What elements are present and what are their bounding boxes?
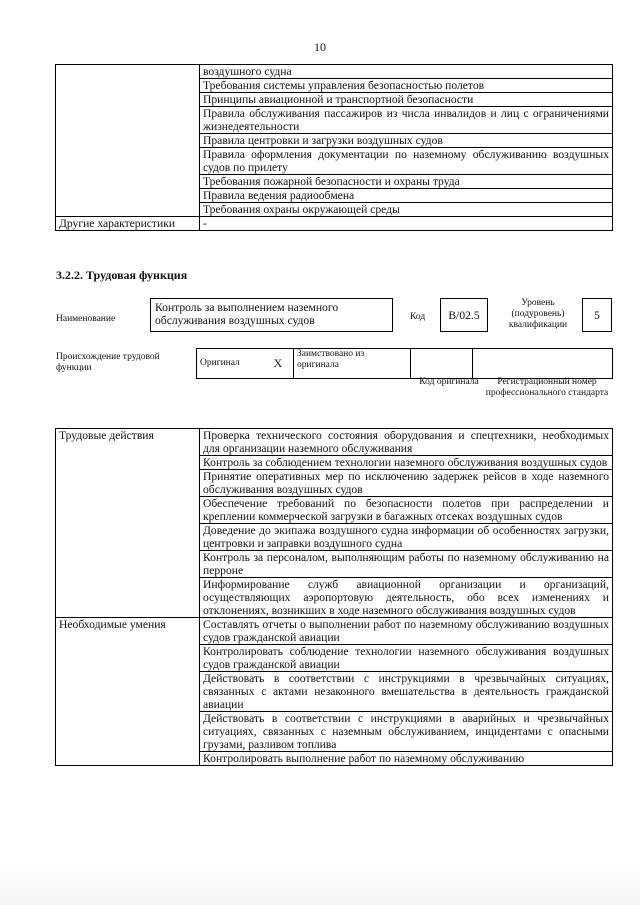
knowledge-row: воздушного судна [200,65,613,79]
qualification-level: 5 [582,298,612,332]
section-heading: 3.2.2. Трудовая функция [56,268,188,282]
name-label: Наименование [56,314,116,324]
labor-action-row: Контроль за соблюдением технологии наземного обслуживания воздушных судов [200,456,613,470]
labor-action-row: Информирование служб авиационной организации и организаций, осуществляющих аэропортовую деятельность, обо всех изменениях и отклонениях, возникших в ходе наземного обслуживания воздушных судов [200,578,613,618]
knowledge-row: Правила обслуживания пассажиров из числа инвалидов и лиц с ограничениями жизнедеятельности [200,107,613,134]
page-number: 10 [314,40,326,54]
code-label: Код [410,312,426,322]
skill-row: Контролировать выполнение работ по наземному обслуживанию [200,752,613,766]
knowledge-label-cell [56,65,200,217]
skill-row: Действовать в соответствии с инструкциями в чрезвычайных ситуациях, связанных с актами незаконного вмешательства в деятельность гражданской авиации [200,672,613,712]
level-label: Уровень (подуровень) квалификации [508,298,568,330]
labor-action-row: Обеспечение требований по безопасности полетов при распределении и креплении коммерческой загрузки в багажных отсеках воздушных судов [200,497,613,524]
borrowed-label: Заимствовано из оригинала [294,349,411,379]
scan-edge-shadow [0,865,640,905]
labor-action-row: Принятие оперативных мер по исключению задержек рейсов в ходе наземного обслуживания воздушных судов [200,470,613,497]
knowledge-row: Требования охраны окружающей среды [200,203,613,217]
labor-action-row: Проверка технического состояния оборудования и спецтехники, необходимых для организации наземного обслуживания [200,429,613,456]
origin-table [196,348,613,379]
knowledge-row: Правила ведения радиообмена [200,189,613,203]
knowledge-row: Требования пожарной безопасности и охраны труда [200,175,613,189]
labor-function-table [55,428,613,766]
knowledge-row: Требования системы управления безопасностью полетов [200,79,613,93]
knowledge-table [55,64,613,231]
code-original-caption: Код оригинала [419,377,479,387]
code-original-cell [411,349,473,379]
skill-row: Действовать в соответствии с инструкциями в аварийных и чрезвычайных ситуациях, связанных с наземным обслуживанием, инцидентами с опасными грузами, разливом топлива [200,712,613,752]
function-code: B/02.5 [440,298,488,332]
skills-label: Необходимые умения [56,618,200,766]
skill-row: Контролировать соблюдение технологии наземного обслуживания воздушных судов гражданской авиации [200,645,613,672]
other-characteristics-label: Другие характеристики [56,217,200,231]
reg-number-cell [473,349,613,379]
labor-action-row: Доведение до экипажа воздушного судна информации об особенностях загрузки, центровки и заправки воздушного судна [200,524,613,551]
knowledge-row: Правила центровки и загрузки воздушных судов [200,134,613,148]
labor-actions-label: Трудовые действия [56,429,200,618]
knowledge-row: Правила оформления документации по наземному обслуживанию воздушных судов по прилету [200,148,613,175]
original-label: Оригинал [197,349,264,379]
skill-row: Составлять отчеты о выполнении работ по наземному обслуживанию воздушных судов гражданской авиации [200,618,613,645]
reg-number-caption: Регистрационный номер профессионального стандарта [485,377,609,398]
knowledge-row: Принципы авиационной и транспортной безопасности [200,93,613,107]
origin-label: Происхождение трудовой функции [56,352,160,373]
labor-action-row: Контроль за персоналом, выполняющим работы по наземному обслуживанию на перроне [200,551,613,578]
original-mark: X [263,349,294,379]
other-characteristics-value: - [200,217,613,231]
function-name: Контроль за выполнением наземного обслуживания воздушных судов [150,298,393,332]
